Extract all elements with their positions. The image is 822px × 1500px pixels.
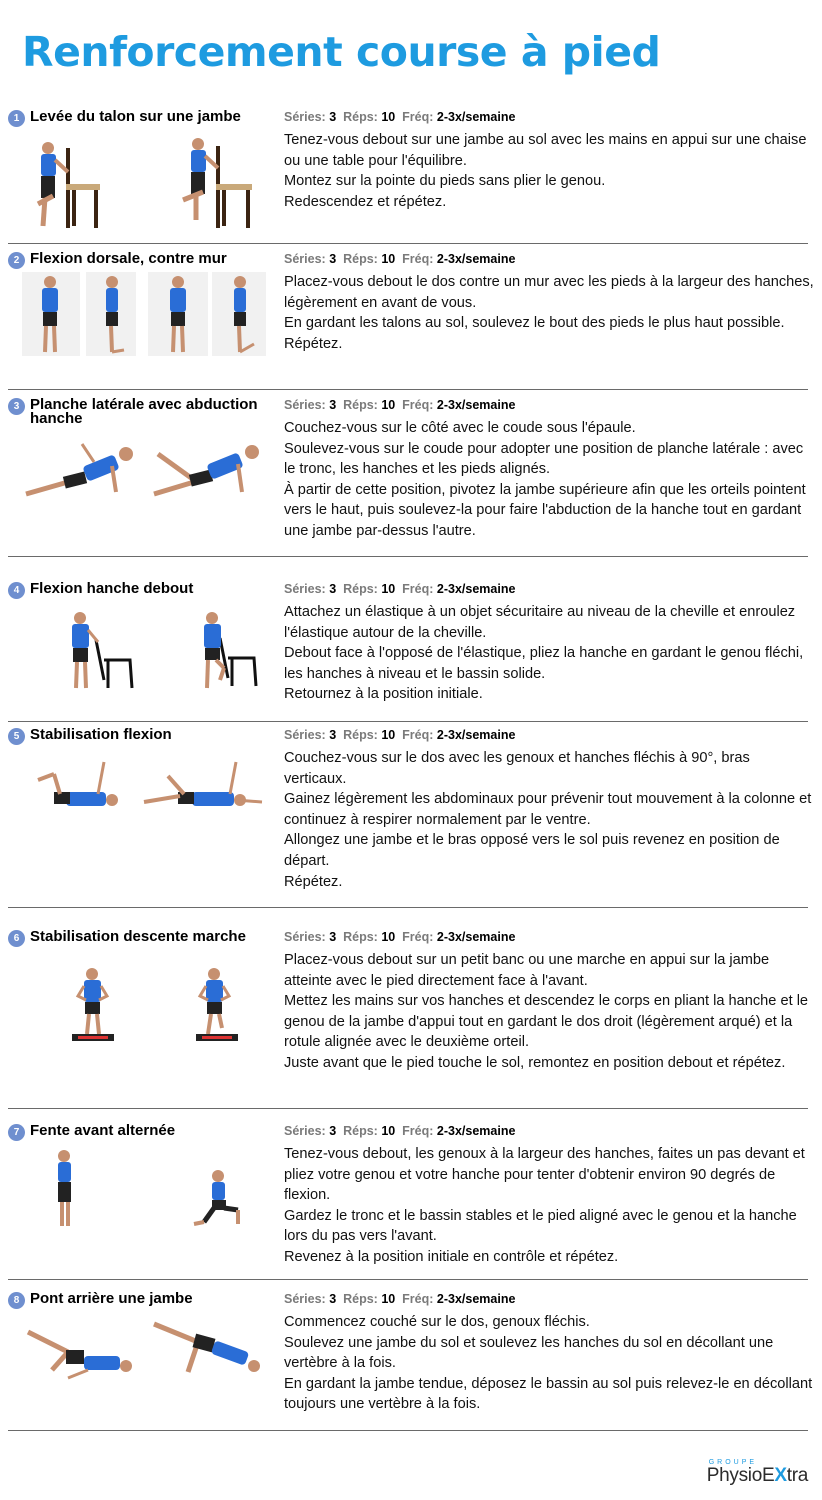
exercise-instructions: Placez-vous debout sur un petit banc ou une marche en appui sur la jambe atteinte avec le pied directement face à l'avant. Mettez les mains sur vos hanches et descendez le corps en pliant la hanche et le genou de la jambe d'appui tout en gardant le dos droit (légèrement arqué) et la rotule alignée avec le deuxième orteil. Juste avant que le pied touche le sol, remontez en position debout et répétez. <box>284 952 809 1071</box>
exercise-name: Levée du talon sur une jambe <box>30 108 241 125</box>
divider <box>8 1430 808 1431</box>
exercise-name: Stabilisation flexion <box>30 726 172 743</box>
divider <box>8 721 808 722</box>
exercise-name: Flexion dorsale, contre mur <box>30 250 227 267</box>
page-title: Renforcement course à pied <box>22 28 661 76</box>
exercise-name: Fente avant alternée <box>30 1122 176 1139</box>
exercise-instructions: Couchez-vous sur le dos avec les genoux et hanches fléchis à 90°, bras verticaux. Gainez légèrement les abdominaux pour prévenir tout mouvement à la colonne et continuez à respirer normalement par le ventre. Allongez une jambe et le bras opposé vers le sol puis revenez en position de départ. Répétez. <box>284 750 812 890</box>
exercise-parameters: Séries: 3 Réps: 10 Fréq: 2-3x/semaine <box>284 1292 516 1306</box>
exercise-number-badge: 6 <box>8 930 25 947</box>
exercise-instructions: Placez-vous debout le dos contre un mur avec les pieds à la largeur des hanches, légèrement en avant de vous. En gardant les talons au sol, soulevez le bout des pieds le plus haut possible. Répétez. <box>284 274 814 352</box>
exercise-illustration <box>8 758 270 814</box>
exercise-instructions: Couchez-vous sur le côté avec le coude sous l'épaule. Soulevez-vous sur le coude pour adopter une position de planche latérale : avec le tronc, les hanches et les pieds alignés. À partir de cette position, pivotez la jambe supérieure afin que les orteils pointent vers le haut, puis soulevez-la pour faire l'abduction de la hanche tout en gardant une jambe par-dessus l'autre. <box>284 420 806 539</box>
exercise-number-badge: 2 <box>8 252 25 269</box>
exercise-parameters: Séries: 3 Réps: 10 Fréq: 2-3x/semaine <box>284 582 516 596</box>
exercise-illustration <box>8 1150 270 1230</box>
exercise-illustration <box>8 272 270 358</box>
person-figure-icon <box>26 444 133 494</box>
person-figure-icon <box>183 138 218 220</box>
physioextra-logo: GROUPE PhysioEXtra <box>706 1459 808 1486</box>
exercise-illustration <box>8 610 270 690</box>
person-figure-icon <box>154 1324 260 1372</box>
exercise-instructions: Tenez-vous debout, les genoux à la largeur des hanches, faites un pas devant et pliez votre genou et votre hanche pour tenter d'obtenir environ 90 degrés de flexion. Gardez le tronc et le bassin stables et le pied aligné avec le genou et la hanche lors du pas vers l'avant. Revenez à la position initiale en contrôle et répétez. <box>284 1146 805 1265</box>
divider <box>8 243 808 244</box>
exercise-parameters: Séries: 3 Réps: 10 Fréq: 2-3x/semaine <box>284 930 516 944</box>
divider <box>8 556 808 557</box>
person-figure-icon <box>144 762 262 806</box>
person-figure-icon <box>200 968 229 1034</box>
person-figure-icon <box>78 968 107 1034</box>
person-figure-icon <box>28 1332 132 1378</box>
exercise-illustration <box>8 436 270 506</box>
exercise-parameters: Séries: 3 Réps: 10 Fréq: 2-3x/semaine <box>284 110 516 124</box>
exercise-name: Planche latérale avec abduction hanche <box>30 396 258 427</box>
exercise-number-badge: 8 <box>8 1292 25 1309</box>
chair-icon <box>96 640 132 688</box>
divider <box>8 1279 808 1280</box>
person-figure-icon <box>38 142 68 226</box>
person-figure-icon <box>58 1150 71 1226</box>
person-figure-icon <box>38 762 118 806</box>
exercise-parameters: Séries: 3 Réps: 10 Fréq: 2-3x/semaine <box>284 1124 516 1138</box>
exercise-number-badge: 7 <box>8 1124 25 1141</box>
divider <box>8 1108 808 1109</box>
divider <box>8 907 808 908</box>
exercise-instructions: Attachez un élastique à un objet sécuritaire au niveau de la cheville et enroulez l'élastique autour de la cheville. Debout face à l'opposé de l'élastique, pliez la hanche en gardant le genou fléchi, les hanches à niveau et le bassin solide. Retournez à la position initiale. <box>284 604 804 703</box>
exercise-instructions: Tenez-vous debout sur une jambe au sol avec les mains en appui sur une chaise ou une table pour l'équilibre. Montez sur la pointe du pieds sans plier le genou. Redescendez et répétez. <box>284 132 807 210</box>
exercise-illustration <box>8 138 270 234</box>
person-figure-icon <box>194 1170 238 1224</box>
exercise-parameters: Séries: 3 Réps: 10 Fréq: 2-3x/semaine <box>284 252 516 266</box>
chair-icon <box>220 638 256 686</box>
exercise-illustration <box>8 1318 270 1388</box>
exercise-instructions: Commencez couché sur le dos, genoux fléchis. Soulevez une jambe du sol et soulevez les hanches du sol en décollant une vertèbre à la fois. En gardant la jambe tendue, déposez le bassin au sol puis relevez-le en décollant toujours une vertèbre à la fois. <box>284 1314 813 1413</box>
exercise-illustration <box>8 966 270 1046</box>
exercise-name: Pont arrière une jambe <box>30 1290 193 1307</box>
person-figure-icon <box>72 612 98 688</box>
exercise-name: Flexion hanche debout <box>30 580 194 597</box>
exercise-parameters: Séries: 3 Réps: 10 Fréq: 2-3x/semaine <box>284 398 516 412</box>
person-figure-icon <box>154 445 259 494</box>
divider <box>8 389 808 390</box>
exercise-parameters: Séries: 3 Réps: 10 Fréq: 2-3x/semaine <box>284 728 516 742</box>
exercise-name: Stabilisation descente marche <box>30 928 246 945</box>
exercise-number-badge: 1 <box>8 110 25 127</box>
exercise-number-badge: 4 <box>8 582 25 599</box>
exercise-number-badge: 5 <box>8 728 25 745</box>
exercise-number-badge: 3 <box>8 398 25 415</box>
